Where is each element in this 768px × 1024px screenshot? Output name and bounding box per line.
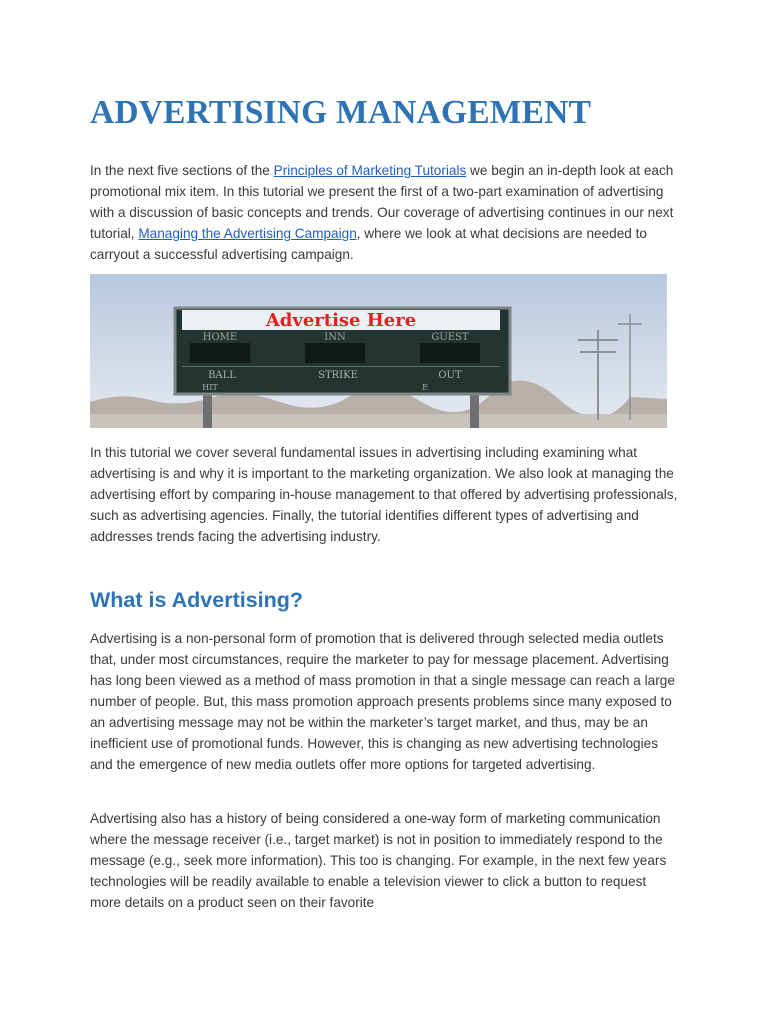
score-box-inn	[305, 343, 365, 363]
score-box-home	[190, 343, 250, 363]
intro-paragraph	[90, 160, 680, 265]
billboard-left-leg	[203, 392, 212, 428]
sign-label-e: E	[422, 383, 428, 392]
section-heading-what-is-advertising: What is Advertising?	[90, 588, 304, 612]
sign-label-home: HOME	[202, 332, 238, 343]
sign-label-out: OUT	[438, 370, 462, 381]
principles-of-marketing-tutorials-link[interactable]: Principles of Marketing Tutorials	[273, 163, 467, 178]
sign-label-strike: STRIKE	[318, 370, 358, 381]
overview-paragraph: In this tutorial we cover several fundamental issues in advertising including examining what advertising is and why it is important to the marketing organization. We also look at managing the advertising effort by comparing in-house management to that offered by advertising professionals, such as advertising agencies. Finally, the tutorial identifies different types of advertising and addresses trends facing the advertising industry.	[90, 445, 678, 544]
sign-label-hit: HIT	[202, 383, 218, 392]
intro-text-middle: we begin an in-depth look at each promotional mix item. In this tutorial we present the first of a two-part examination of advertising with a discussion of basic concepts and trends. Our coverage of advertising continues in our next tutorial,	[90, 163, 674, 241]
ground-strip	[90, 414, 667, 428]
history-paragraph: Advertising also has a history of being considered a one-way form of marketing communication where the message receiver (i.e., target market) is not in position to immediately respond to the message (e.g., seek more information). This too is changing. For example, in the next few years technologies will be readily available to enable a television viewer to click a button to request more details on a product seen on their favorite	[90, 811, 667, 910]
score-box-guest	[420, 343, 480, 363]
definition-paragraph: Advertising is a non-personal form of promotion that is delivered through selected media outlets that, under most circumstances, require the marketer to pay for message placement. Advertising has long been viewed as a method of mass promotion in that a single message can reach a large number of people. But, this mass promotion approach presents problems since many exposed to an advertising message may not be within the marketer’s target market, and thus, may be an inefficient use of promotional funds. However, this is changing as new advertising technologies and the emergence of new media outlets offer more options for targeted advertising.	[90, 631, 675, 772]
intro-text-end: , where we look at what decisions are needed to carryout a successful advertising campaign.	[90, 226, 647, 262]
advertise-here-billboard-image	[90, 274, 667, 428]
sign-headline: Advertise Here	[265, 310, 417, 331]
sign-label-inn: INN	[324, 332, 346, 343]
billboard-right-leg	[470, 392, 479, 428]
sign-label-ball: BALL	[208, 370, 236, 381]
document-title: ADVERTISING MANAGEMENT	[90, 94, 592, 131]
sign-label-guest: GUEST	[431, 332, 469, 343]
intro-text-start: In the next five sections of the	[90, 163, 274, 178]
sign-divider	[182, 366, 500, 367]
managing-advertising-campaign-link[interactable]: Managing the Advertising Campaign	[138, 226, 357, 241]
